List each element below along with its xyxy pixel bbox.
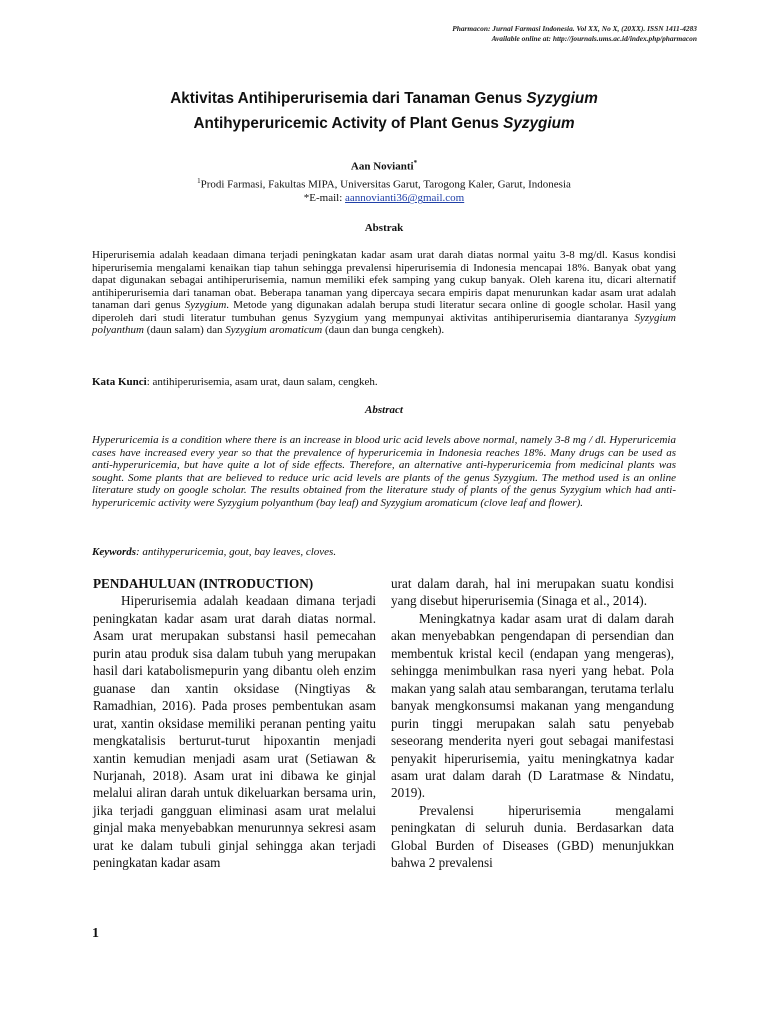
author-block [60,156,708,205]
intro-right-column [391,575,674,872]
title-english: Antihyperuricemic Activity of Plant Genus Syzygium [193,115,575,132]
kata-kunci: Kata Kunci: antihiperurisemia, asam urat, daun salam, cengkeh. [92,376,378,388]
abstrak-heading: Abstrak [364,222,404,234]
journal-availability: Available online at: http://journals.ums.ac.id/index.php/pharmacon [491,34,697,43]
intro-paragraph: Meningkatnya kadar asam urat di dalam darah akan menyebabkan pengendapan di persendian dan membentuk kristal kecil (endapan yang mengeras), sehingga menimbulkan rasa nyeri yang hebat. Pola makan yang salah atau sembarangan, terutama terlalu banyak mengkonsumsi makanan yang mengandung purin tinggi merupakan salah satu penyebab seseorang menderita nyeri gout sebagai manifestasi penyakit hiperurisemia, yaitu meningkatnya kadar asam urat dalam darah (D Laratmase & Nindatu, 2019). [391,610,674,801]
intro-left-column [93,575,376,872]
affiliation: $^1$Prodi Farmasi, Fakultas MIPA, Universitas Garut, Tarogong Kaler, Garut, Indonesia [197,176,571,191]
abstract-body: Hyperuricemia is a condition where there is an increase in blood uric acid levels above normal, namely 3-8 mg / dl. Hyperuricemia cases have increased every year so that the prevalence of hyperuricemia in Indonesia reaches 18%. Many drugs can be used as anti-hyperuricemia, but have quite a lot of side effects. Therefore, an alternative anti-hyperuricemia from medicinal plants was sought. Some plants that are believed to reduce uric acid levels are plants of the genus Syzygium. The method used is an online literature study on google scholar. The results obtained from the literature study of plants of the genus Syzygium which had anti-hyperuricemic activity were Syzygium polyanthum (bay leaf) and Syzygium aromaticum (clove leaf and flower). [92,434,676,509]
title-indonesian: Aktivitas Antihiperurisemia dari Tanaman Genus Syzygium [170,90,598,107]
intro-paragraph: Hiperurisemia adalah keadaan dimana terjadi peningkatan kadar asam urat darah diatas normal. Asam urat merupakan substansi hasil pemecahan purin atau produk sisa dalam tubuh yang merupakan hasil dari katabolismepurin yang dibantu oleh enzim guanase dan xantin oksidase (Ningtiyas & Ramadhian, 2016). Pada proses pembentukan asam urat, xantin oksidase memiliki peranan penting yaitu mengkatalisis berturut-turut hipoxantin menjadi xantin kemudian menjadi asam urat (Setiawan & Nurjanah, 2018). Asam urat ini dibawa ke ginjal melalui aliran darah untuk dikeluarkan bersama urin, jika terjadi gangguan eliminasi asam urat melalui ginjal maka menyebabkan menurunnya sekresi asam urat ke dalam tubuli ginjal sehingga akan terjadi peningkatan kadar asam [93,593,376,871]
abstract-heading: Abstract [365,404,403,416]
page-number: 1 [92,926,99,941]
intro-paragraph-continued: urat dalam darah, hal ini merupakan suatu kondisi yang disebut hiperurisemia (Sinaga et al., 2014). [391,576,674,609]
keywords: Keywords: antihyperuricemia, gout, bay leaves, cloves. [92,546,337,558]
journal-citation: Pharmacon: Jurnal Farmasi Indonesia. Vol XX, No X, (20XX). ISSN 1411-4283 [452,24,697,33]
journal-header [452,24,697,44]
abstrak-body: Hiperurisemia adalah keadaan dimana terjadi peningkatan kadar asam urat darah diatas normal yaitu 3-8 mg/dl. Kasus kondisi hiperurisemia mengalami kenaikan tiap tahun sehingga prevalensi hiperurisemia di Indonesia mencapai 18%. Banyak obat yang dapat digunakan sebagai antihiperurisemia, namun memiliki efek samping yang cukup banyak. Oleh karena itu, dicari alternatif antihiperurisemia dari tanaman obat. Beberapa tanaman yang dipercaya secara empiris dapat menurunkan kadar asam urat adalah tanaman dari genus Syzygium. Metode yang digunakan adalah berupa studi literatur secara online di google scholar. Hasil yang diperoleh dari studi literatur tumbuhan genus Syzygium yang mempunyai aktivitas antihiperurisemia diantaranya Syzygium polyanthum (daun salam) dan Syzygium aromaticum (daun dan bunga cengkeh). [92,249,676,336]
intro-heading: PENDAHULUAN (INTRODUCTION) [93,576,314,591]
author-name: Aan Novianti* [350,159,418,173]
title-block [60,86,708,136]
email-line: *E-mail: aannovianti36@gmail.com [303,192,465,205]
intro-paragraph: Prevalensi hiperurisemia mengalami peningkatan di seluruh dunia. Berdasarkan data Global Burden of Diseases (GBD) menunjukkan bahwa 2 prevalensi [391,802,674,871]
email-link[interactable]: aannovianti36@gmail.com [345,192,465,205]
